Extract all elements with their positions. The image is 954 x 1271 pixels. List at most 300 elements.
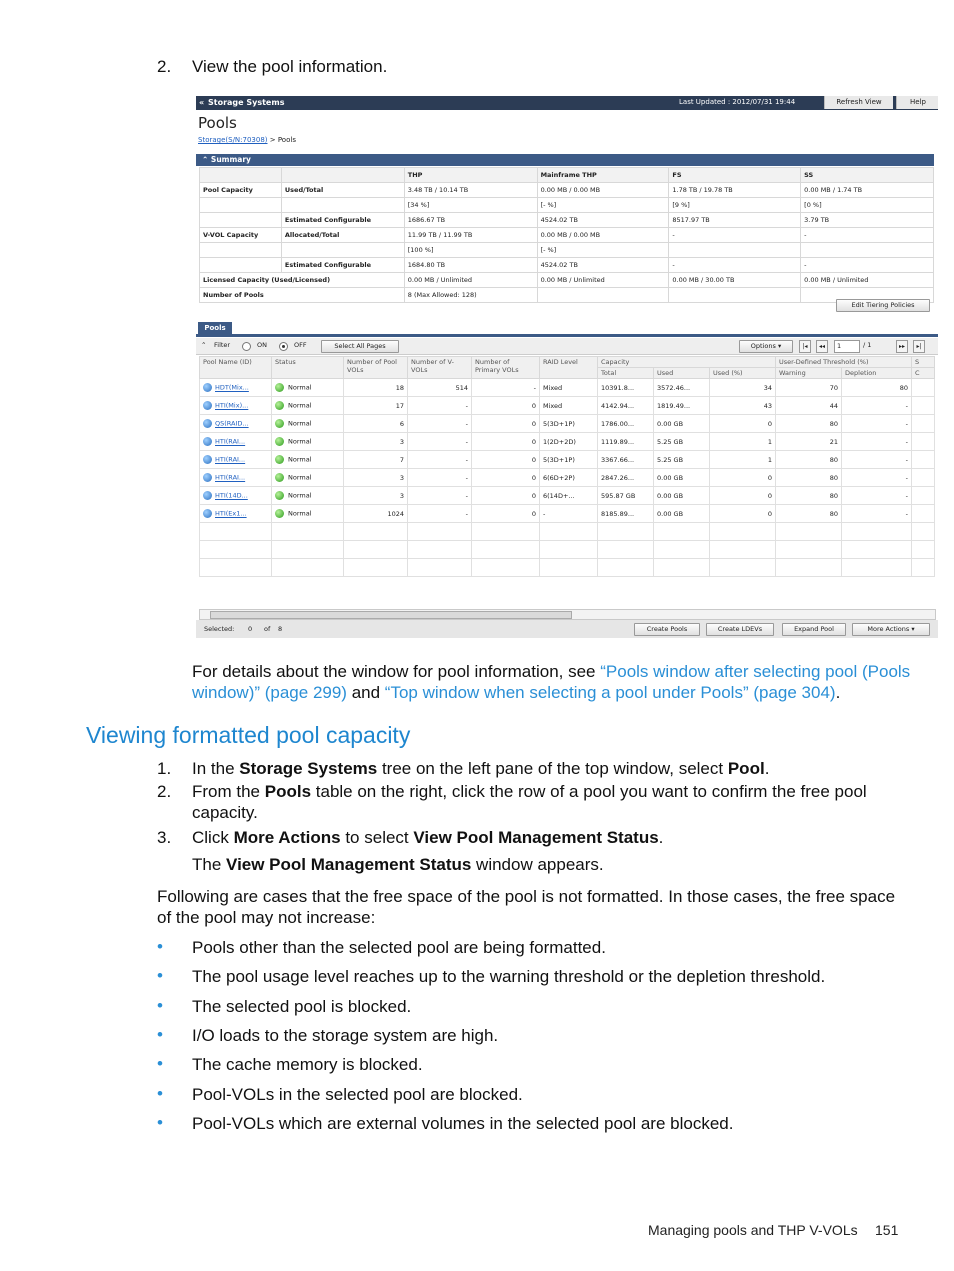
pool-name-link[interactable]: HTI(Mix)... <box>215 401 249 410</box>
select-all-pages-button[interactable]: Select All Pages <box>321 340 399 353</box>
summary-cell: [- %] <box>537 198 669 213</box>
filter-off-radio[interactable] <box>279 342 288 351</box>
cell-extra <box>912 469 935 487</box>
cell-used-pct: 0 <box>710 505 776 523</box>
note-text: window appears. <box>471 855 604 874</box>
of-label: of <box>264 625 271 633</box>
breadcrumb-storage-link[interactable]: Storage(S/N:70308) <box>198 136 268 144</box>
pool-name-link[interactable]: HTI(14D... <box>215 491 248 500</box>
cell-depletion: - <box>842 505 912 523</box>
table-row[interactable] <box>200 379 935 397</box>
summary-cell: [- %] <box>537 243 669 258</box>
cell-used: 0.00 GB <box>654 415 710 433</box>
col-used-pct[interactable]: Used (%) <box>710 368 776 379</box>
col-used[interactable]: Used <box>654 368 710 379</box>
step-text-part: Click <box>192 828 234 847</box>
page-number: 151 <box>875 1222 899 1238</box>
filter-off-label: OFF <box>294 341 307 349</box>
bullet-item: I/O loads to the storage system are high. <box>192 1026 499 1045</box>
horizontal-scrollbar[interactable] <box>199 609 936 620</box>
status-cell <box>272 487 344 505</box>
cell-pool-vols: 1024 <box>344 505 408 523</box>
cell-total: 2847.26... <box>598 469 654 487</box>
table-row[interactable] <box>200 415 935 433</box>
cell-raid: 6(14D+... <box>540 487 598 505</box>
cell-used: 5.25 GB <box>654 433 710 451</box>
empty-row <box>200 559 935 577</box>
of-total: 8 <box>278 625 283 633</box>
empty-cell <box>540 559 598 577</box>
status-cell <box>272 415 344 433</box>
step-text <box>192 758 892 779</box>
summary-cell: 1684.80 TB <box>404 258 537 273</box>
cell-extra <box>912 415 935 433</box>
status-normal-icon <box>275 437 284 446</box>
create-pools-button[interactable]: Create Pools <box>634 623 700 636</box>
cell-pool-vols: 18 <box>344 379 408 397</box>
table-row[interactable] <box>200 433 935 451</box>
empty-cell <box>598 559 654 577</box>
cell-warning: 80 <box>776 415 842 433</box>
cell-used: 0.00 GB <box>654 505 710 523</box>
cases-intro: Following are cases that the free space of the pool is not formatted. In those cases, the free space of the pool may not increase: <box>157 887 896 927</box>
first-page-icon[interactable]: |◂ <box>799 340 811 353</box>
selected-label: Selected: <box>204 625 235 633</box>
col-warning[interactable]: Warning <box>776 368 842 379</box>
cell-warning: 80 <box>776 469 842 487</box>
empty-cell <box>200 523 272 541</box>
empty-cell <box>540 523 598 541</box>
pool-name-link[interactable]: HDT(Mix... <box>215 383 249 392</box>
cell-pool-vols: 6 <box>344 415 408 433</box>
cell-extra <box>912 397 935 415</box>
summary-cell: Estimated Configurable <box>281 213 404 228</box>
pool-name-cell[interactable] <box>200 487 272 505</box>
bullet-icon: • <box>157 1084 163 1103</box>
help-button[interactable]: Help <box>896 96 938 109</box>
filter-icon[interactable]: ⌃ <box>201 341 207 349</box>
step-note <box>192 854 892 875</box>
summary-cell: 0.00 MB / Unlimited <box>537 273 669 288</box>
cell-extra <box>912 379 935 397</box>
pool-name-link[interactable]: HTI(RAI... <box>215 455 246 464</box>
summary-cell: 1686.67 TB <box>404 213 537 228</box>
cell-used-pct: 1 <box>710 451 776 469</box>
summary-cell: Allocated/Total <box>281 228 404 243</box>
cell-total: 1119.89... <box>598 433 654 451</box>
bullet-icon: • <box>157 1113 163 1132</box>
empty-cell <box>654 559 710 577</box>
cell-depletion: - <box>842 433 912 451</box>
empty-row <box>200 541 935 559</box>
cell-raid: 6(6D+2P) <box>540 469 598 487</box>
cell-extra <box>912 487 935 505</box>
empty-cell <box>776 541 842 559</box>
status-normal-icon <box>275 419 284 428</box>
summary-cell: [9 %] <box>669 198 801 213</box>
pool-name-link[interactable]: HTI(RAI... <box>215 473 246 482</box>
empty-cell <box>472 523 540 541</box>
page-title: Pools <box>198 114 237 132</box>
cell-warning: 80 <box>776 505 842 523</box>
cell-raid: 1(2D+2D) <box>540 433 598 451</box>
table-row[interactable] <box>200 397 935 415</box>
pools-window-link[interactable]: “Pools window after selecting pool (Pools window)” (page 299) <box>192 662 911 702</box>
pool-name-link[interactable]: HTI(Ex1... <box>215 509 247 518</box>
cell-total: 8185.89... <box>598 505 654 523</box>
summary-row <box>200 228 934 243</box>
details-text: For details about the window for pool information, see <box>192 662 601 681</box>
pools-header-row <box>200 357 935 368</box>
col-capacity-group: Capacity <box>598 357 776 368</box>
summary-col-fs: FS <box>669 168 801 183</box>
pools-window-screenshot <box>196 96 938 638</box>
status-bar <box>196 620 938 638</box>
col-extra: S <box>912 357 935 368</box>
table-row[interactable] <box>200 505 935 523</box>
cell-primary: 0 <box>472 469 540 487</box>
pool-name-cell[interactable] <box>200 505 272 523</box>
status-cell <box>272 505 344 523</box>
summary-cell: 1.78 TB / 19.78 TB <box>669 183 801 198</box>
previous-page-icon[interactable]: ◂◂ <box>816 340 828 353</box>
ui-term: View Pool Management Status <box>226 855 472 874</box>
bullet-item: The pool usage level reaches up to the warning threshold or the depletion threshold. <box>192 967 826 986</box>
footer-chapter: Managing pools and THP V-VOLs <box>648 1222 858 1238</box>
bullet-icon: • <box>157 996 163 1015</box>
top-bar <box>196 96 938 110</box>
scrollbar-thumb[interactable] <box>210 611 572 619</box>
bullet-icon: • <box>157 937 163 956</box>
cell-used-pct: 0 <box>710 415 776 433</box>
cell-vvols: - <box>408 433 472 451</box>
step-number: 2. <box>157 782 172 801</box>
empty-cell <box>200 559 272 577</box>
top-window-link[interactable]: “Top window when selecting a pool under Pools” (page 304) <box>384 683 836 702</box>
pool-icon <box>203 419 212 428</box>
empty-cell <box>472 541 540 559</box>
pool-icon <box>203 455 212 464</box>
step-text <box>192 827 892 848</box>
step-text-part: tree on the left pane of the top window, select <box>377 759 728 778</box>
table-row[interactable] <box>200 469 935 487</box>
empty-cell <box>344 523 408 541</box>
breadcrumb <box>198 136 296 144</box>
details-paragraph <box>192 661 912 703</box>
col-pool-name[interactable]: Pool Name (ID) <box>200 357 272 379</box>
bullet-icon: • <box>157 1025 163 1044</box>
summary-label: Summary <box>210 155 251 164</box>
edit-tiering-policies-button[interactable]: Edit Tiering Policies <box>836 299 930 312</box>
cell-depletion: - <box>842 469 912 487</box>
cell-depletion: 80 <box>842 379 912 397</box>
cell-used-pct: 0 <box>710 469 776 487</box>
create-ldevs-button[interactable]: Create LDEVs <box>706 623 774 636</box>
step-number: 1. <box>157 759 172 778</box>
summary-cell: 0.00 MB / 0.00 MB <box>537 183 669 198</box>
ui-term: Pools <box>264 782 312 801</box>
step-text-part: to select <box>340 828 414 847</box>
selected-count: 0 <box>248 625 253 633</box>
cell-used: 1819.49... <box>654 397 710 415</box>
cell-primary: 0 <box>472 505 540 523</box>
cell-vvols: - <box>408 397 472 415</box>
empty-cell <box>654 523 710 541</box>
empty-cell <box>912 559 935 577</box>
cell-total: 595.87 GB <box>598 487 654 505</box>
filter-on-radio[interactable] <box>242 342 251 351</box>
cell-vvols: - <box>408 487 472 505</box>
col-raid-level[interactable]: RAID Level <box>540 357 598 379</box>
step-text-part: From the <box>192 782 265 801</box>
cell-pool-vols: 3 <box>344 487 408 505</box>
summary-cell: 3.79 TB <box>801 213 934 228</box>
details-end: . <box>835 683 841 702</box>
pool-name-cell[interactable] <box>200 433 272 451</box>
empty-cell <box>598 523 654 541</box>
cell-used: 3572.46... <box>654 379 710 397</box>
empty-cell <box>776 523 842 541</box>
empty-cell <box>710 559 776 577</box>
cell-pool-vols: 3 <box>344 469 408 487</box>
pools-toolbar <box>196 338 938 355</box>
empty-cell <box>654 541 710 559</box>
col-threshold-group: User-Defined Threshold (%) <box>776 357 912 368</box>
bullet-item: Pool-VOLs which are external volumes in the selected pool are blocked. <box>192 1114 734 1133</box>
summary-cell <box>801 243 934 258</box>
cell-warning: 80 <box>776 487 842 505</box>
ui-term: View Pool Management Status <box>413 828 659 847</box>
pool-name-cell[interactable] <box>200 469 272 487</box>
summary-row <box>200 258 934 273</box>
cell-vvols: - <box>408 451 472 469</box>
status-normal-icon <box>275 473 284 482</box>
cell-used: 0.00 GB <box>654 487 710 505</box>
summary-cell: - <box>801 228 934 243</box>
cell-warning: 80 <box>776 451 842 469</box>
empty-cell <box>408 523 472 541</box>
note-text: The <box>192 855 227 874</box>
cell-raid: 5(3D+1P) <box>540 415 598 433</box>
status-text: Normal <box>288 455 312 464</box>
table-row[interactable] <box>200 487 935 505</box>
cell-primary: 0 <box>472 487 540 505</box>
cell-depletion: - <box>842 487 912 505</box>
pool-name-cell[interactable] <box>200 415 272 433</box>
col-primary-vols[interactable]: Number of Primary VOLs <box>472 357 540 379</box>
summary-cell <box>200 198 282 213</box>
cell-primary: - <box>472 379 540 397</box>
breadcrumb-current: > Pools <box>267 136 296 144</box>
empty-cell <box>540 541 598 559</box>
empty-cell <box>200 541 272 559</box>
col-extra: C <box>912 368 935 379</box>
empty-cell <box>344 541 408 559</box>
last-page-icon[interactable]: ▸| <box>913 340 925 353</box>
empty-cell <box>842 523 912 541</box>
summary-cell: 3.48 TB / 10.14 TB <box>404 183 537 198</box>
options-dropdown[interactable]: Options ▾ <box>739 340 793 353</box>
cell-vvols: - <box>408 415 472 433</box>
bullet-icon: • <box>157 966 163 985</box>
summary-col-mainframe-thp: Mainframe THP <box>537 168 669 183</box>
cell-extra <box>912 433 935 451</box>
ui-term: Pool <box>727 759 765 778</box>
status-cell <box>272 469 344 487</box>
cell-depletion: - <box>842 451 912 469</box>
empty-cell <box>272 523 344 541</box>
table-row[interactable] <box>200 451 935 469</box>
cell-used-pct: 1 <box>710 433 776 451</box>
summary-cell: 0.00 MB / Unlimited <box>404 273 537 288</box>
pool-name-cell[interactable] <box>200 451 272 469</box>
empty-cell <box>272 559 344 577</box>
summary-cell: Estimated Configurable <box>281 258 404 273</box>
filter-on-label: ON <box>257 341 267 349</box>
status-text: Normal <box>288 509 312 518</box>
summary-cell: Pool Capacity <box>200 183 282 198</box>
cell-used-pct: 34 <box>710 379 776 397</box>
cell-used: 0.00 GB <box>654 469 710 487</box>
cell-total: 4142.94... <box>598 397 654 415</box>
double-chevron-left-icon[interactable]: « <box>199 98 205 107</box>
cell-extra <box>912 505 935 523</box>
empty-row <box>200 523 935 541</box>
status-cell <box>272 379 344 397</box>
page-number-input[interactable]: 1 <box>834 340 860 353</box>
pool-icon <box>203 509 212 518</box>
cell-vvols: - <box>408 505 472 523</box>
pool-name-link[interactable]: QS(RAID... <box>215 419 249 428</box>
cell-primary: 0 <box>472 397 540 415</box>
empty-cell <box>408 559 472 577</box>
summary-cell <box>537 288 669 303</box>
col-depletion[interactable]: Depletion <box>842 368 912 379</box>
tab-underline <box>196 334 938 337</box>
summary-col-empty <box>281 168 404 183</box>
cell-total: 3367.66... <box>598 451 654 469</box>
cell-depletion: - <box>842 397 912 415</box>
status-text: Normal <box>288 491 312 500</box>
step-text-part: table on the right, click the row of a pool you want to confirm the free pool capacity. <box>192 782 867 822</box>
cell-raid: Mixed <box>540 379 598 397</box>
pool-name-link[interactable]: HTI(RAI... <box>215 437 246 446</box>
cell-vvols: - <box>408 469 472 487</box>
summary-cell: 8 (Max Allowed: 128) <box>404 288 537 303</box>
cell-warning: 21 <box>776 433 842 451</box>
empty-cell <box>710 523 776 541</box>
summary-cell <box>200 213 282 228</box>
summary-cell: [34 %] <box>404 198 537 213</box>
summary-row <box>200 198 934 213</box>
empty-cell <box>912 523 935 541</box>
topbar-title: Storage Systems <box>208 98 285 107</box>
step-text <box>192 781 892 823</box>
section-heading: Viewing formatted pool capacity <box>86 722 411 748</box>
col-pool-vols[interactable]: Number of Pool VOLs <box>344 357 408 379</box>
empty-cell <box>344 559 408 577</box>
pool-name-cell[interactable] <box>200 397 272 415</box>
col-vvols[interactable]: Number of V-VOLs <box>408 357 472 379</box>
status-text: Normal <box>288 473 312 482</box>
step-text: View the pool information. <box>192 57 388 76</box>
cell-raid: Mixed <box>540 397 598 415</box>
empty-cell <box>408 541 472 559</box>
page-total: / 1 <box>863 341 872 349</box>
more-actions-dropdown[interactable]: More Actions ▾ <box>852 623 930 636</box>
summary-col-ss: SS <box>801 168 934 183</box>
cell-pool-vols: 7 <box>344 451 408 469</box>
last-updated: Last Updated : 2012/07/31 19:44 <box>679 98 796 106</box>
cell-depletion: - <box>842 415 912 433</box>
cell-vvols: 514 <box>408 379 472 397</box>
summary-cell: - <box>669 228 801 243</box>
status-normal-icon <box>275 455 284 464</box>
status-cell <box>272 433 344 451</box>
status-cell <box>272 451 344 469</box>
summary-cell: V-VOL Capacity <box>200 228 282 243</box>
status-cell <box>272 397 344 415</box>
summary-cell: 0.00 MB / Unlimited <box>801 273 934 288</box>
bullet-icon: • <box>157 1054 163 1073</box>
ui-term: More Actions <box>233 828 341 847</box>
empty-cell <box>842 559 912 577</box>
bullet-item: The selected pool is blocked. <box>192 997 412 1016</box>
pool-icon <box>203 473 212 482</box>
col-status[interactable]: Status <box>272 357 344 379</box>
filter-label: Filter <box>214 341 231 349</box>
status-text: Normal <box>288 437 312 446</box>
cell-pool-vols: 17 <box>344 397 408 415</box>
summary-row <box>200 273 934 288</box>
cell-primary: 0 <box>472 415 540 433</box>
status-normal-icon <box>275 383 284 392</box>
summary-row <box>200 288 934 303</box>
empty-cell <box>472 559 540 577</box>
cell-used-pct: 0 <box>710 487 776 505</box>
status-text: Normal <box>288 419 312 428</box>
summary-cell <box>200 243 282 258</box>
status-normal-icon <box>275 509 284 518</box>
cell-total: 10391.8... <box>598 379 654 397</box>
summary-cell: 11.99 TB / 11.99 TB <box>404 228 537 243</box>
cell-extra <box>912 451 935 469</box>
col-total[interactable]: Total <box>598 368 654 379</box>
cell-primary: 0 <box>472 433 540 451</box>
next-page-icon[interactable]: ▸▸ <box>896 340 908 353</box>
cell-total: 1786.00... <box>598 415 654 433</box>
pool-icon <box>203 383 212 392</box>
expand-pool-button[interactable]: Expand Pool <box>782 623 846 636</box>
status-text: Normal <box>288 383 312 392</box>
status-normal-icon <box>275 491 284 500</box>
bullet-item: The cache memory is blocked. <box>192 1055 423 1074</box>
step-text-part: In the <box>192 759 240 778</box>
tab-pools[interactable]: Pools <box>198 322 232 335</box>
cell-used-pct: 43 <box>710 397 776 415</box>
summary-row <box>200 183 934 198</box>
step-number: 3. <box>157 828 172 847</box>
collapse-icon[interactable]: ⌃ <box>202 155 209 164</box>
empty-cell <box>710 541 776 559</box>
refresh-view-button[interactable]: Refresh View <box>824 96 893 109</box>
summary-cell <box>281 243 404 258</box>
empty-cell <box>912 541 935 559</box>
options-label: Options <box>750 342 776 350</box>
cell-raid: - <box>540 505 598 523</box>
pool-name-cell[interactable] <box>200 379 272 397</box>
summary-header[interactable] <box>196 154 934 166</box>
